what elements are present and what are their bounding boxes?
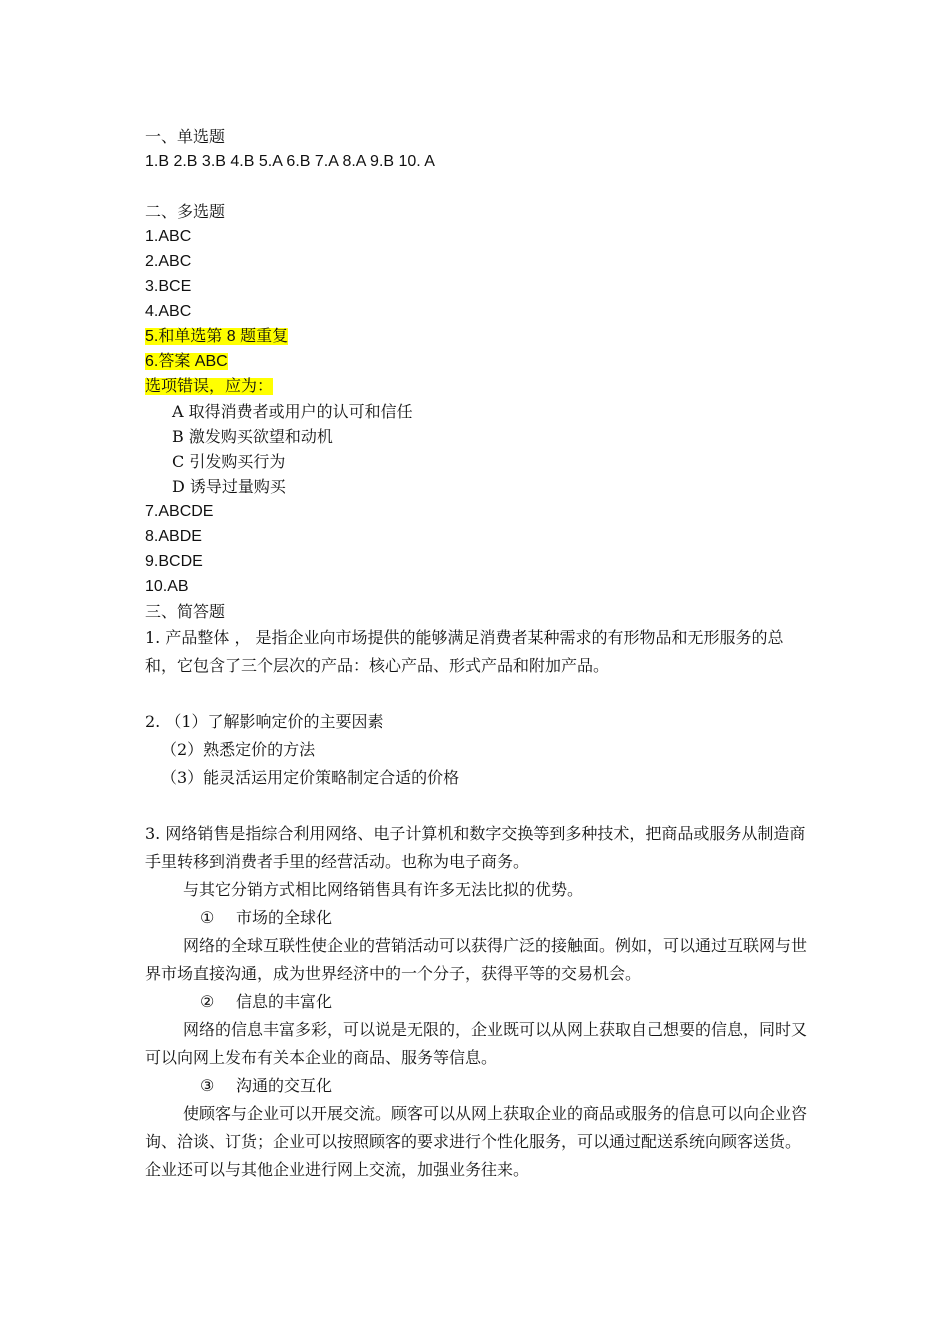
blank-line bbox=[145, 792, 810, 820]
point-text: 网络的信息丰富多彩，可以说是无限的，企业既可以从网上获取自己想要的信息，同时又可以向网上发布有关本企业的商品、服务等信息。 bbox=[145, 1020, 808, 1067]
q3-lead: 与其它分销方式相比网络销售具有许多无法比拟的优势。 bbox=[183, 880, 584, 899]
mc-answer: 2.ABC bbox=[145, 253, 192, 270]
point-title: 沟通的交互化 bbox=[236, 1076, 333, 1095]
mc-answer: 1.ABC bbox=[145, 228, 192, 245]
q2-line: （3）能灵活运用定价策略制定合适的价格 bbox=[161, 768, 460, 787]
q1-paragraph: 1. 产品整体 ， 是指企业向市场提供的能够满足消费者某种需求的有形物品和无形服务的总和，它包含了三个层次的产品：核心产品、形式产品和附加产品。 bbox=[145, 628, 784, 675]
highlighted-note-options: 选项错误，应为： bbox=[145, 378, 274, 395]
mc-answer: 3.BCE bbox=[145, 278, 192, 295]
option-item: A 取得消费者或用户的认可和信任 bbox=[172, 402, 413, 421]
point-heading bbox=[145, 904, 810, 932]
q2-line: （2）熟悉定价的方法 bbox=[161, 740, 316, 759]
blank-line bbox=[145, 680, 810, 708]
mc-answer: 9.BCDE bbox=[145, 553, 203, 570]
q2-line: 2. （1）了解影响定价的主要因素 bbox=[145, 712, 384, 731]
point-heading bbox=[145, 988, 810, 1016]
point-text: 网络的全球互联性使企业的营销活动可以获得广泛的接触面。例如，可以通过互联网与世界市场直接沟通，成为世界经济中的一个分子，获得平等的交易机会。 bbox=[145, 936, 808, 983]
section3-title: 三、简答题 bbox=[145, 602, 226, 621]
option-item: D 诱导过量购买 bbox=[172, 477, 286, 496]
point-text: 使顾客与企业可以开展交流。顾客可以从网上获取企业的商品或服务的信息可以向企业咨询、洽谈、订货；企业可以按照顾客的要求进行个性化服务，可以通过配送系统向顾客送货。企业还可以与其他企业进行网上交流，加强业务往来。 bbox=[145, 1104, 808, 1179]
blank-line bbox=[145, 174, 810, 199]
highlighted-note-5: 5.和单选第 8 题重复 bbox=[145, 328, 289, 345]
point-title: 信息的丰富化 bbox=[236, 992, 333, 1011]
mc-answer: 8.ABDE bbox=[145, 528, 202, 545]
highlighted-note-6: 6.答案 ABC bbox=[145, 353, 228, 370]
circled-number: ① bbox=[200, 908, 215, 927]
point-heading bbox=[145, 1072, 810, 1100]
point-title: 市场的全球化 bbox=[236, 908, 333, 927]
section1-answers: 1.B 2.B 3.B 4.B 5.A 6.B 7.A 8.A 9.B 10. A bbox=[145, 153, 435, 170]
mc-answer: 7.ABCDE bbox=[145, 503, 214, 520]
document-body bbox=[145, 124, 810, 1184]
q3-intro: 3. 网络销售是指综合利用网络、电子计算机和数字交换等到多种技术，把商品或服务从制造商手里转移到消费者手里的经营活动。也称为电子商务。 bbox=[145, 824, 806, 871]
mc-answer: 10.AB bbox=[145, 578, 189, 595]
section1-title: 一、单选题 bbox=[145, 127, 226, 146]
option-item: B 激发购买欲望和动机 bbox=[172, 427, 333, 446]
option-item: C 引发购买行为 bbox=[172, 452, 286, 471]
section2-title: 二、多选题 bbox=[145, 202, 226, 221]
circled-number: ② bbox=[200, 992, 215, 1011]
mc-answer: 4.ABC bbox=[145, 303, 192, 320]
circled-number: ③ bbox=[200, 1076, 215, 1095]
